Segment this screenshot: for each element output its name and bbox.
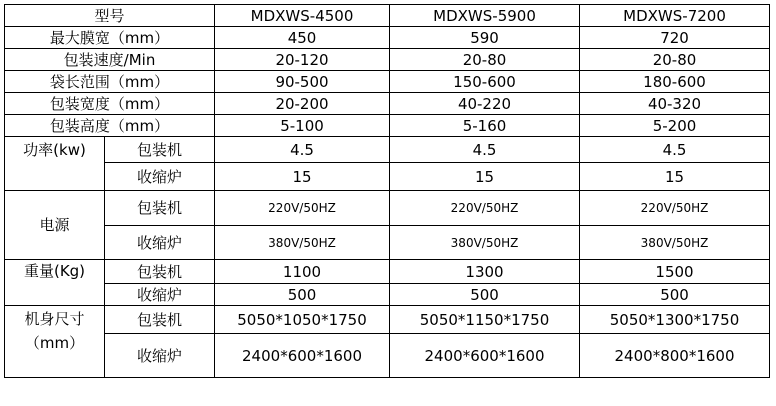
table-cell: 15 bbox=[390, 163, 580, 191]
table-cell: 450 bbox=[215, 27, 390, 49]
table-cell: 500 bbox=[580, 284, 770, 306]
table-cell: 5050*1150*1750 bbox=[390, 306, 580, 334]
table-cell: 220V/50HZ bbox=[215, 191, 390, 226]
table-cell: 1100 bbox=[215, 260, 390, 284]
table-cell: 2400*800*1600 bbox=[580, 334, 770, 378]
table-row bbox=[5, 115, 770, 137]
table-cell: 720 bbox=[580, 27, 770, 49]
size-label-line1: 机身尺寸 bbox=[24, 310, 85, 328]
table-cell: 20-80 bbox=[580, 49, 770, 71]
table-cell: 180-600 bbox=[580, 71, 770, 93]
group-label-power: 功率(kw) bbox=[5, 137, 105, 191]
row-label-bag-length: 袋长范围（mm） bbox=[5, 71, 215, 93]
row-label-packing-height: 包装高度（mm） bbox=[5, 115, 215, 137]
table-row bbox=[5, 191, 770, 226]
table-row bbox=[5, 260, 770, 284]
table-cell: 4.5 bbox=[580, 137, 770, 163]
table-cell: 1500 bbox=[580, 260, 770, 284]
table-cell: 5-200 bbox=[580, 115, 770, 137]
row-label-max-film-width: 最大膜宽（mm） bbox=[5, 27, 215, 49]
sub-label-shrink: 收缩炉 bbox=[105, 226, 215, 260]
table-cell: 15 bbox=[580, 163, 770, 191]
header-row bbox=[5, 5, 770, 27]
table-row bbox=[5, 49, 770, 71]
table-row bbox=[5, 137, 770, 163]
table-cell: 1300 bbox=[390, 260, 580, 284]
group-label-weight: 重量(Kg) bbox=[5, 260, 105, 306]
sub-label-shrink: 收缩炉 bbox=[105, 163, 215, 191]
table-cell: 500 bbox=[390, 284, 580, 306]
table-cell: 15 bbox=[215, 163, 390, 191]
row-label-packing-speed: 包装速度/Min bbox=[5, 49, 215, 71]
table-row bbox=[5, 334, 770, 378]
model-2-header: MDXWS-5900 bbox=[390, 5, 580, 27]
table-row bbox=[5, 27, 770, 49]
table-cell: 2400*600*1600 bbox=[390, 334, 580, 378]
sub-label-packer: 包装机 bbox=[105, 306, 215, 334]
table-cell: 90-500 bbox=[215, 71, 390, 93]
size-label-line2: （mm） bbox=[24, 334, 85, 352]
table-row bbox=[5, 306, 770, 334]
table-row bbox=[5, 71, 770, 93]
spec-table bbox=[4, 4, 770, 378]
group-label-supply: 电源 bbox=[5, 191, 105, 260]
table-row bbox=[5, 93, 770, 115]
table-cell: 2400*600*1600 bbox=[215, 334, 390, 378]
table-cell: 220V/50HZ bbox=[390, 191, 580, 226]
sub-label-packer: 包装机 bbox=[105, 137, 215, 163]
model-header: 型号 bbox=[5, 5, 215, 27]
table-row bbox=[5, 226, 770, 260]
row-label-packing-width: 包装宽度（mm） bbox=[5, 93, 215, 115]
sub-label-shrink: 收缩炉 bbox=[105, 334, 215, 378]
table-cell: 20-200 bbox=[215, 93, 390, 115]
table-cell: 20-80 bbox=[390, 49, 580, 71]
table-cell: 20-120 bbox=[215, 49, 390, 71]
table-cell: 590 bbox=[390, 27, 580, 49]
table-cell: 5050*1300*1750 bbox=[580, 306, 770, 334]
group-label-size bbox=[5, 306, 105, 378]
table-cell: 4.5 bbox=[215, 137, 390, 163]
table-cell: 40-220 bbox=[390, 93, 580, 115]
table-cell: 380V/50HZ bbox=[390, 226, 580, 260]
table-cell: 4.5 bbox=[390, 137, 580, 163]
model-3-header: MDXWS-7200 bbox=[580, 5, 770, 27]
sub-label-packer: 包装机 bbox=[105, 191, 215, 226]
table-cell: 500 bbox=[215, 284, 390, 306]
sub-label-packer: 包装机 bbox=[105, 260, 215, 284]
table-cell: 380V/50HZ bbox=[580, 226, 770, 260]
model-1-header: MDXWS-4500 bbox=[215, 5, 390, 27]
table-cell: 40-320 bbox=[580, 93, 770, 115]
table-cell: 150-600 bbox=[390, 71, 580, 93]
table-cell: 5-160 bbox=[390, 115, 580, 137]
table-cell: 220V/50HZ bbox=[580, 191, 770, 226]
sub-label-shrink: 收缩炉 bbox=[105, 284, 215, 306]
table-row bbox=[5, 284, 770, 306]
table-cell: 5050*1050*1750 bbox=[215, 306, 390, 334]
table-row bbox=[5, 163, 770, 191]
table-cell: 380V/50HZ bbox=[215, 226, 390, 260]
table-cell: 5-100 bbox=[215, 115, 390, 137]
